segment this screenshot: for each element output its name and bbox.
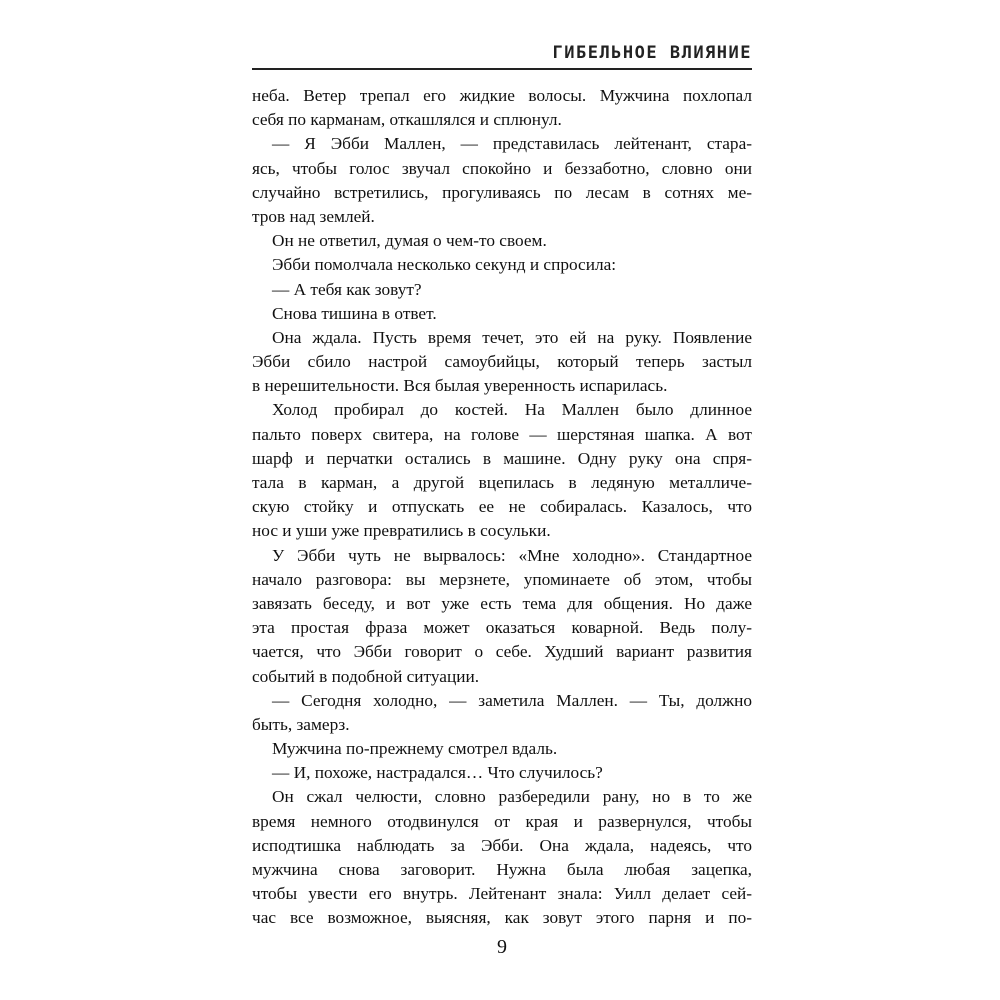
text-line: быть, замерз. [252,714,350,734]
text-line: час все возможное, выясняя, как зовут этого парня и по- [252,908,752,928]
running-head [252,43,752,71]
running-title: ГИБЕЛЬНОЕ ВЛИЯНИЕ [552,43,752,63]
text-line: шарф и перчатки остались в машине. Одну руку она спря- [252,448,752,468]
text-line: чтобы увести его внутрь. Лейтенант знала: Уилл делает сей- [252,884,752,904]
text-line: чается, что Эбби говорит о себе. Худший вариант развития [252,642,752,662]
text-line: эта простая фраза может оказаться коварной. Ведь полу- [252,618,752,638]
text-line: У Эбби чуть не вырвалось: «Мне холодно». Стандартное [272,545,752,565]
text-line: Мужчина по-прежнему смотрел вдаль. [272,739,558,759]
text-line: неба. Ветер трепал его жидкие волосы. Мужчина похлопал [252,86,752,105]
text-line: время немного отодвинулся от края и развернулся, чтобы [252,811,752,831]
text-line: Эбби сбило настрой самоубийцы, который теперь застыл [252,352,752,372]
text-line: — Я Эбби Маллен, — представилась лейтенант, стара- [272,134,752,154]
text-line: событий в подобной ситуации. [252,666,480,686]
text-line: — А тебя как зовут? [272,279,422,299]
text-line: исподтишка наблюдать за Эбби. Она ждала, надеясь, что [252,835,752,855]
text-line: в нерешительности. Вся былая уверенность испарилась. [252,376,668,396]
body-text [252,84,752,931]
text-line: — И, похоже, настрадался… Что случилось? [272,763,603,783]
text-line: — Сегодня холодно, — заметила Маллен. — Ты, должно [272,690,752,710]
text-line: ясь, чтобы голос звучал спокойно и беззаботно, словно они [252,158,752,178]
text-line: себя по карманам, откашлялся и сплюнул. [252,110,562,130]
header-rule [252,68,752,70]
text-line: Холод пробирал до костей. На Маллен было длинное [272,400,752,420]
text-line: случайно встретились, прогуливаясь по лесам в сотнях ме- [252,182,752,202]
text-line: тров над землей. [252,206,375,226]
text-line: Он сжал челюсти, словно разбередили рану, но в то же [272,787,752,807]
text-line: Снова тишина в ответ. [272,303,437,323]
text-line: Эбби помолчала несколько секунд и спросила: [272,255,617,275]
text-line: завязать беседу, и вот уже есть тема для общения. Но даже [252,593,752,613]
text-line: начало разговора: вы мерзнете, упоминаете об этом, чтобы [252,569,752,589]
text-line: тала в карман, а другой вцепилась в ледяную металличе- [252,473,752,492]
text-line: нос и уши уже превратились в сосульки. [252,521,551,541]
text-line: мужчина снова заговорит. Нужна была любая зацепка, [252,860,752,879]
text-line: скую стойку и отпускать ее не собиралась. Казалось, что [252,497,752,517]
page-number: 9 [497,936,507,958]
text-line: пальто поверх свитера, на голове — шерстяная шапка. А вот [252,424,752,444]
text-line: Она ждала. Пусть время течет, это ей на руку. Появление [272,327,752,347]
text-line: Он не ответил, думая о чем-то своем. [272,231,547,251]
